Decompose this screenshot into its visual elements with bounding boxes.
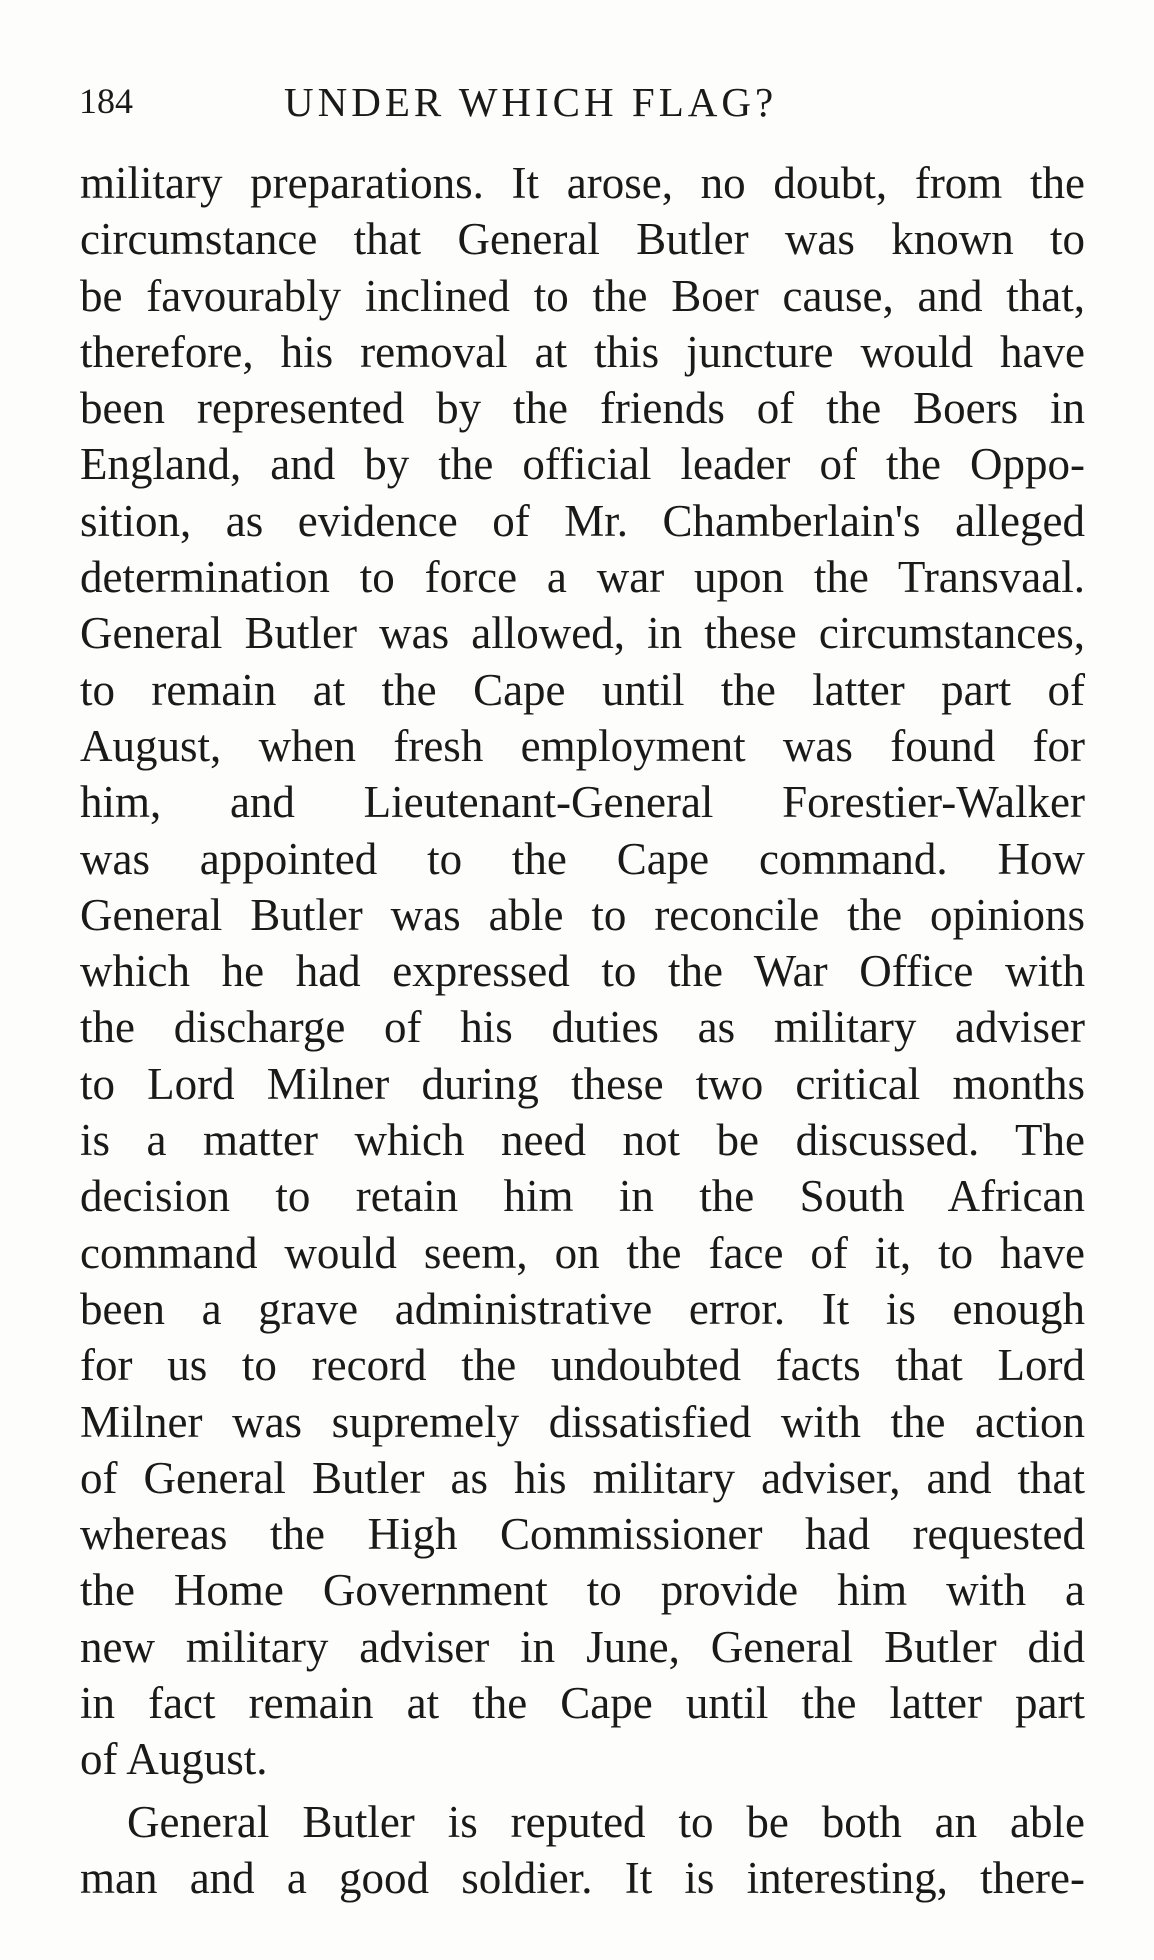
text-line: August, when fresh employment was found for: [80, 720, 1085, 771]
running-title: UNDER WHICH FLAG?: [284, 79, 778, 125]
body-text: [80, 155, 1085, 1906]
text-line: Milner was supremely dissatisfied with the action: [80, 1396, 1085, 1447]
text-line: General Butler was able to reconcile the opinions: [80, 889, 1085, 940]
text-line: been a grave administrative error. It is enough: [80, 1283, 1085, 1334]
page-header: [79, 68, 1079, 128]
text-line: is a matter which need not be discussed. The: [80, 1115, 1085, 1166]
text-line: the discharge of his duties as military adviser: [80, 1002, 1085, 1053]
text-line: of August.: [80, 1734, 268, 1785]
text-line: in fact remain at the Cape until the latter part: [80, 1678, 1085, 1729]
text-line: been represented by the friends of the Boers in: [80, 383, 1085, 434]
text-line: was appointed to the Cape command. How: [80, 833, 1085, 884]
text-line: new military adviser in June, General Butler did: [80, 1621, 1085, 1672]
page-number: 184: [79, 81, 133, 121]
text-line: to remain at the Cape until the latter part of: [80, 664, 1085, 715]
text-line: therefore, his removal at this juncture would have: [80, 326, 1085, 377]
text-line: of General Butler as his military adviser, and that: [80, 1452, 1085, 1503]
text-line: General Butler is reputed to be both an able: [127, 1796, 1085, 1847]
paragraph-1: [80, 155, 1085, 1788]
text-line: sition, as evidence of Mr. Chamberlain's alleged: [80, 495, 1085, 546]
text-line: be favourably inclined to the Boer cause, and that,: [80, 270, 1085, 321]
text-line: which he had expressed to the War Office with: [80, 946, 1085, 997]
text-line: him, and Lieutenant-General Forestier-Walker: [80, 777, 1085, 828]
text-line: the Home Government to provide him with a: [80, 1565, 1085, 1616]
text-line: circumstance that General Butler was known to: [80, 214, 1085, 265]
text-line: whereas the High Commissioner had requested: [80, 1509, 1085, 1560]
text-line: General Butler was allowed, in these circumstances,: [80, 608, 1085, 659]
paragraph-2: [80, 1794, 1085, 1907]
text-line: England, and by the official leader of the Oppo-: [80, 439, 1085, 490]
text-line: determination to force a war upon the Transvaal.: [80, 552, 1085, 603]
text-line: decision to retain him in the South African: [80, 1171, 1085, 1222]
text-line: command would seem, on the face of it, to have: [80, 1227, 1085, 1278]
text-line: for us to record the undoubted facts that Lord: [80, 1340, 1085, 1391]
text-line: to Lord Milner during these two critical months: [80, 1058, 1085, 1109]
text-line: man and a good soldier. It is interesting, there-: [80, 1852, 1085, 1903]
text-line: military preparations. It arose, no doubt, from the: [80, 158, 1085, 208]
